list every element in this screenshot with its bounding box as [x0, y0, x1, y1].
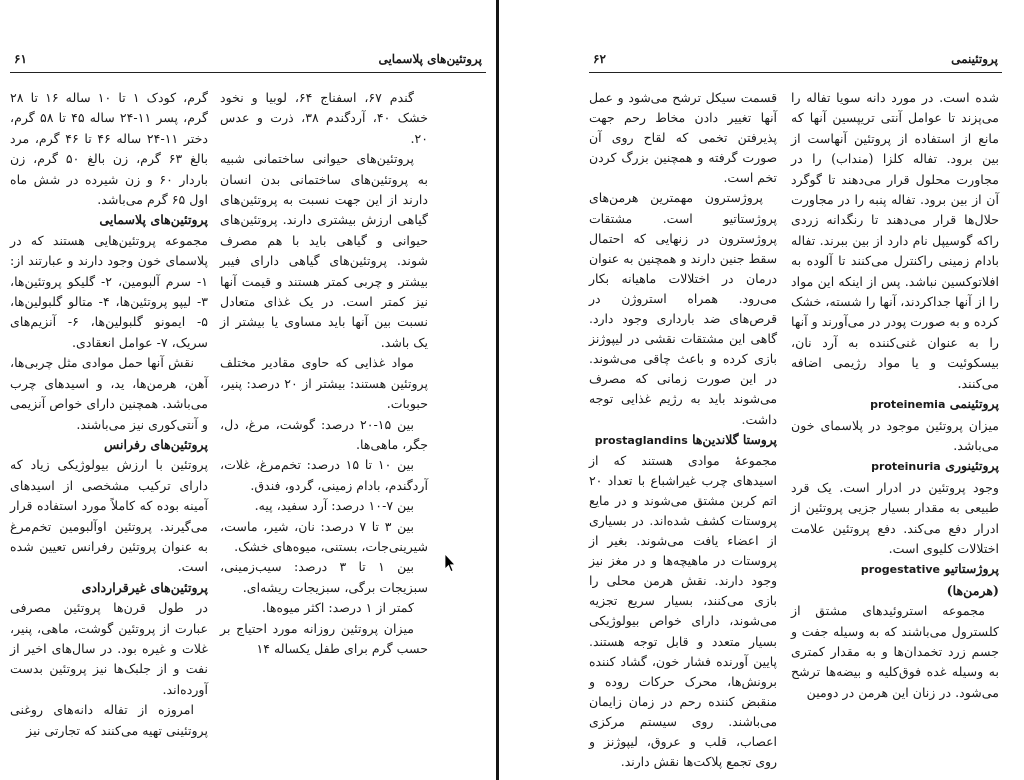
entry-heading-persian: پروستا گلاندین‌ها — [692, 431, 777, 447]
body-paragraph: پروتئین با ارزش بیولوژیکی زیاد که دارای ترکیب مشخصی از اسیدهای آمینه بوده که کاملاً مورد استفاده قرار می‌گیرند. پروتئین اوآلبومین تخم‌مرغ به عنوان پروتئین رفرانس تعیین شده است. — [10, 457, 208, 575]
left-page-header — [10, 50, 486, 73]
body-paragraph: مواد غذایی که حاوی مقادیر مختلف پروتئین هستند: بیشتر از ۲۰ درصد: پنیر، حبوبات. — [220, 355, 428, 412]
body-paragraph: بین ۱۰ تا ۱۵ درصد: تخم‌مرغ، غلات، آردگندم، بادام زمینی، گردو، فندق. — [220, 457, 428, 493]
body-paragraph: میزان پروتئین روزانه مورد احتیاج بر حسب گرم برای طفل یکساله ۱۴ — [220, 620, 428, 656]
entry-heading-persian: پروتئینوری — [945, 458, 999, 474]
body-paragraph: میزان پروتئین موجود در پلاسمای خون می‌باشد. — [791, 417, 999, 453]
body-paragraph: کمتر از ۱ درصد: اکثر میوه‌ها. — [261, 600, 414, 616]
body-paragraph: گندم ۶۷، اسفناج ۶۴، لوبیا و نخود خشک ۴۰، آردگندم ۳۸، ذرت و عدس ۲۰. — [220, 90, 428, 146]
entry-heading-latin: prostaglandins — [594, 433, 688, 447]
right-page-number: ۶۲ — [593, 52, 606, 66]
body-paragraph: امروزه از تفاله دانه‌های روغنی پروتئینی تهیه می‌کنند که تجارتی نیز — [10, 702, 208, 738]
entry-heading-persian: پروتئین‌های غیرقراردادی — [81, 579, 208, 595]
entry-heading — [791, 456, 999, 477]
right-page-left-column — [589, 88, 777, 772]
body-paragraph: بین ۱ تا ۳ درصد: سیب‌زمینی، سبزیجات برگی، سبزیجات ریشه‌ای. — [220, 559, 428, 595]
entry-heading — [791, 581, 999, 601]
body-paragraph: بین ۱۵-۲۰ درصد: گوشت، مرغ، دل، جگر، ماهی‌ها. — [220, 416, 428, 452]
right-page — [503, 0, 1024, 780]
entry-heading-persian: پروتئینمی — [949, 396, 999, 412]
right-page-header — [589, 50, 1002, 73]
body-paragraph: وجود پروتئین در ادرار است. یک قرد طبیعی به مقدار بسیار جزیی پروتئین از ادرار دفع می‌کند. دفع پروتئین علامت اختلالات کلیوی است. — [791, 479, 999, 556]
entry-heading-persian: پروتئین‌های رفرانس — [103, 436, 208, 452]
entry-heading — [791, 559, 999, 580]
entry-heading-latin: proteinuria — [871, 460, 941, 474]
entry-heading-latin: proteinemia — [870, 398, 946, 412]
left-page-left-column — [10, 88, 208, 741]
entry-heading-persian: پروژستاتیو — [944, 561, 999, 577]
right-header-title: پروتئینمی — [951, 52, 998, 66]
body-paragraph: بین ۳ تا ۷ درصد: نان، شیر، ماست، شیرینی‌جات، بستنی، میوه‌های خشک. — [220, 518, 428, 554]
body-paragraph: در طول قرن‌ها پروتئین مصرفی عبارت از پروتئین گوشت، ماهی، پنیر، غلات و غیره بود. در سال‌های اخیر از نفت و از جلبک‌ها نیز پروتئین بدست آورده‌اند. — [10, 600, 208, 697]
body-paragraph: مجموعهٔ موادی هستند که از اسیدهای چرب غیراشباع با تعداد ۲۰ اتم کربن مشتق می‌شوند و در مایع پروستات کشف شده‌اند. در بسیاری از اعضاء یافت می‌شوند. بغیر از پروستات در ماهیچه‌ها و در مغز نیز وجود دارند. نقش هرمن محلی را بازی می‌کنند، بسیار سریع تجزیه می‌شوند، دارای خواص بیولوژیکی بسیار متعدد و قابل توجه هستند. پایین آورنده فشار خون، گشاد کننده برونش‌ها، محرک حرکات روده و منقبض کننده رحم در زمان زایمان می‌باشند. روی سیستم مرکزی اعصاب، قلب و عروق، لیپوژنز و روی تجمع پلاکت‌ها نقش دارند. — [589, 452, 777, 770]
mouse-cursor-icon — [444, 553, 456, 573]
entry-heading — [10, 578, 208, 598]
body-paragraph: قسمت سیکل ترشح می‌شود و عمل آنها تغییر دادن مخاط رحم جهت پذیرفتن تخمی که لقاح روی آن صورت گرفته و همچنین بزرگ کردن تخم است. — [589, 90, 777, 186]
left-page — [0, 0, 496, 780]
left-page-right-column — [220, 88, 428, 659]
body-paragraph: نقش آنها حمل موادی مثل چربی‌ها، آهن، هرمن‌ها، ید، و اسیدهای چرب می‌باشد. همچنین دارای خواص آنزیمی و آنتی‌کوری نیز می‌باشند. — [10, 355, 208, 432]
entry-heading-latin: progestative — [860, 563, 940, 577]
right-page-right-column — [791, 88, 999, 703]
body-paragraph: بین ۷-۱۰ درصد: آرد سفید، پیه. — [254, 498, 414, 514]
entry-heading — [10, 435, 208, 455]
entry-heading-persian: پروتئین‌های پلاسمایی — [99, 212, 208, 228]
body-paragraph: پروژسترون مهمترین هرمن‌های پروژستاتیو است. مشتقات پروژسترون در زنهایی که احتمال سقط جنین دارند و همچنین به عنوان درمان در اختلالات ماهیانه بکار می‌رود. همراه استروژن در قرص‌های ضد بارداری وجود دارد. گاهی این مشتقات نقشی در لیپوژنز بازی کرده و باعث چاقی می‌شوند. در این صورت زمانی که مصرف می‌شوند باید به رژیم غذایی توجه داشت. — [589, 190, 777, 427]
body-paragraph: مجموعه پروتئین‌هایی هستند که در پلاسمای خون وجود دارند و عبارتند از: ۱- سرم آلبومین، ۲- گلیکو پروتئین‌ها، ۳- لیپو پروتئین‌ها، ۴- متالو گلبولین‌ها، ۵- ایمونو گلبولین‌ها، ۶- آنزیم‌های سریک، ۷- عوامل انعقادی. — [10, 232, 209, 350]
book-spine — [496, 0, 499, 780]
body-paragraph: گرم، کودک ۱ تا ۱۰ ساله ۱۶ تا ۲۸ گرم، پسر ۱۱-۲۴ ساله ۴۵ تا ۵۸ گرم، دختر ۱۱-۲۴ ساله ۴۶ تا ۴۶ گرم، مرد بالغ ۶۳ گرم، زن بالغ ۵۰ گرم، زن باردار ۶۰ و زن شیرده در شش ماه اول ۶۵ گرم می‌باشد. — [10, 90, 208, 208]
body-paragraph: مجموعه استروئیدهای مشتق از کلسترول می‌باشند که به وسیله جفت و جسم زرد تخمدان‌ها و به مقدار کمتری به وسیله غده فوق‌کلیه و بیضه‌ها ترشح می‌شود. در زنان این هرمن در دومین — [791, 603, 999, 700]
body-paragraph: پروتئین‌های حیوانی ساختمانی شبیه به پروتئین‌های ساختمانی بدن انسان دارند از این جهت نسبت به پروتئین‌های گیاهی ارزش بیشتری دارند. پروتئین‌های حیوانی و گیاهی باید با هم مصرف شوند. پروتئین‌های گیاهی دارای فیبر بیشتر و چربی کمتر هستند و قیمت آنها نیز کمتر است. در یک غذای متعادل نسبت بین آنها باید مساوی یا بیشتر از یک باشد. — [220, 151, 428, 350]
body-paragraph: شده است. در مورد دانه سویا تفاله را می‌پزند تا عوامل آنتی تریپسین آنها که مانع از استفاده از پروتئین آنهاست از بین برود. تفاله کلزا (منداب) را در مجاورت محلول قرار می‌دهند تا گوگرد آن از بین برود. تفاله پنبه را در مجاورت حلال‌ها قرار می‌دهند تا رنگدانه زردی راکه گوسیپل نام دارد از بین ببرند. تفاله بادام زمینی راکنترل می‌کنند تا آلوده به افلاتوکسین نباشد. پس از اینکه این مواد را از آنها جداکردند، آنها را شسته، خشک کرده و به صورت پودر در می‌آورند و آنها را به عنوان غنی‌کننده به آرد نان، بیسکوئیت و یا مواد رژیمی اضافه می‌کنند. — [791, 90, 999, 391]
entry-heading — [589, 430, 777, 451]
entry-heading — [791, 394, 999, 415]
entry-heading — [10, 210, 208, 230]
left-header-title: پروتئین‌های پلاسمایی — [378, 52, 482, 66]
entry-heading-persian: (هرمن‌ها) — [946, 582, 999, 598]
left-page-number: ۶۱ — [14, 52, 27, 66]
